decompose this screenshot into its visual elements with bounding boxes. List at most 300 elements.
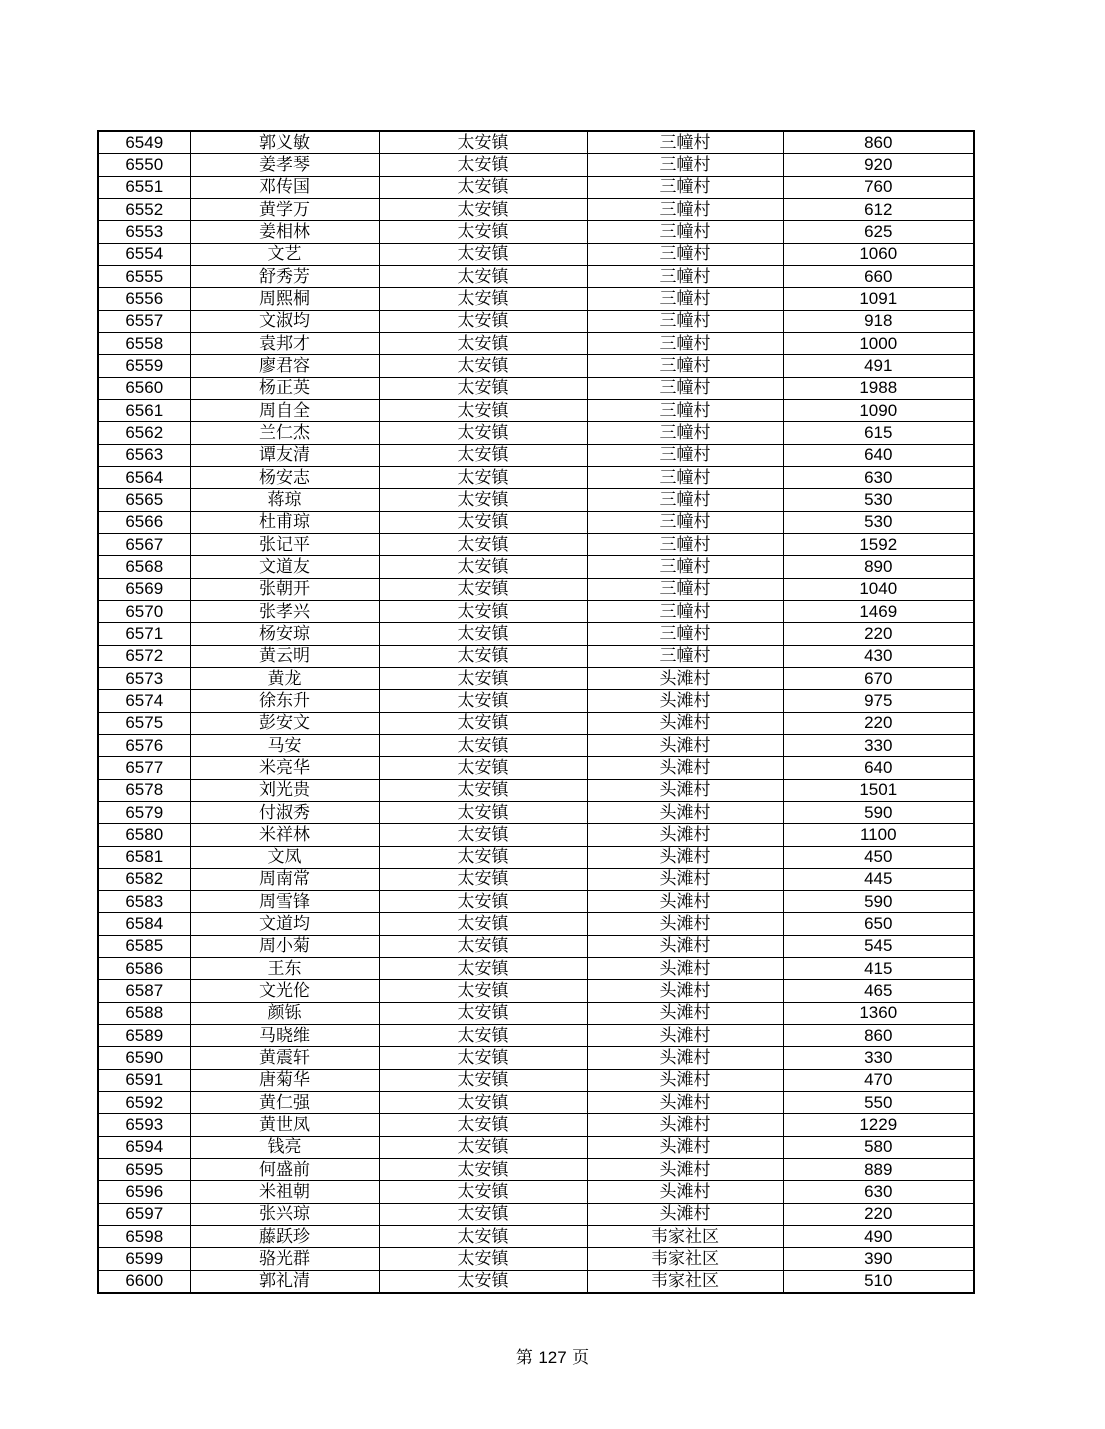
- table-row: [98, 1092, 974, 1114]
- cell-amount: 760: [783, 176, 974, 198]
- cell-amount: 630: [783, 1181, 974, 1203]
- cell-name: 颜铄: [190, 1002, 379, 1024]
- cell-village: 头滩村: [587, 1047, 783, 1069]
- cell-amount: 889: [783, 1159, 974, 1181]
- table-row: [98, 734, 974, 756]
- table-row: [98, 824, 974, 846]
- table-row: [98, 422, 974, 444]
- cell-town: 太安镇: [379, 712, 587, 734]
- cell-village: 头滩村: [587, 846, 783, 868]
- cell-name: 兰仁杰: [190, 422, 379, 444]
- cell-id: 6578: [98, 779, 190, 801]
- cell-name: 文道友: [190, 556, 379, 578]
- cell-id: 6598: [98, 1226, 190, 1248]
- cell-village: 头滩村: [587, 1069, 783, 1091]
- cell-village: 头滩村: [587, 690, 783, 712]
- cell-town: 太安镇: [379, 355, 587, 377]
- cell-id: 6595: [98, 1159, 190, 1181]
- cell-name: 杜甫琼: [190, 511, 379, 533]
- cell-amount: 220: [783, 712, 974, 734]
- cell-name: 郭礼清: [190, 1270, 379, 1293]
- table-row: [98, 1114, 974, 1136]
- cell-amount: 640: [783, 757, 974, 779]
- cell-amount: 390: [783, 1248, 974, 1270]
- cell-town: 太安镇: [379, 757, 587, 779]
- cell-amount: 590: [783, 801, 974, 823]
- cell-town: 太安镇: [379, 377, 587, 399]
- cell-amount: 430: [783, 645, 974, 667]
- cell-amount: 220: [783, 1203, 974, 1225]
- cell-amount: 860: [783, 1025, 974, 1047]
- cell-amount: 1000: [783, 332, 974, 354]
- cell-town: 太安镇: [379, 779, 587, 801]
- cell-id: 6583: [98, 891, 190, 913]
- cell-village: 三幢村: [587, 176, 783, 198]
- cell-town: 太安镇: [379, 556, 587, 578]
- cell-id: 6565: [98, 489, 190, 511]
- cell-village: 三幢村: [587, 310, 783, 332]
- cell-amount: 220: [783, 623, 974, 645]
- table-row: [98, 533, 974, 555]
- cell-town: 太安镇: [379, 1047, 587, 1069]
- table-row: [98, 600, 974, 622]
- cell-id: 6553: [98, 221, 190, 243]
- table-row: [98, 265, 974, 287]
- cell-id: 6587: [98, 980, 190, 1002]
- cell-name: 文凤: [190, 846, 379, 868]
- table-row: [98, 1136, 974, 1158]
- cell-name: 周熙桐: [190, 288, 379, 310]
- cell-id: 6590: [98, 1047, 190, 1069]
- cell-town: 太安镇: [379, 1270, 587, 1293]
- cell-town: 太安镇: [379, 154, 587, 176]
- cell-village: 三幢村: [587, 600, 783, 622]
- cell-town: 太安镇: [379, 265, 587, 287]
- cell-town: 太安镇: [379, 489, 587, 511]
- table-row: [98, 712, 974, 734]
- cell-village: 头滩村: [587, 1025, 783, 1047]
- cell-amount: 975: [783, 690, 974, 712]
- table-body: [98, 131, 974, 1293]
- cell-village: 三幢村: [587, 422, 783, 444]
- cell-town: 太安镇: [379, 332, 587, 354]
- cell-id: 6568: [98, 556, 190, 578]
- cell-town: 太安镇: [379, 511, 587, 533]
- cell-village: 头滩村: [587, 801, 783, 823]
- cell-name: 马晓维: [190, 1025, 379, 1047]
- cell-id: 6597: [98, 1203, 190, 1225]
- cell-village: 头滩村: [587, 891, 783, 913]
- cell-name: 文道均: [190, 913, 379, 935]
- cell-name: 骆光群: [190, 1248, 379, 1270]
- cell-id: 6579: [98, 801, 190, 823]
- cell-village: 韦家社区: [587, 1270, 783, 1293]
- cell-village: 头滩村: [587, 935, 783, 957]
- cell-amount: 1040: [783, 578, 974, 600]
- table-row: [98, 1002, 974, 1024]
- cell-town: 太安镇: [379, 198, 587, 220]
- cell-amount: 445: [783, 868, 974, 890]
- cell-village: 三幢村: [587, 131, 783, 154]
- cell-id: 6560: [98, 377, 190, 399]
- table-row: [98, 1248, 974, 1270]
- cell-town: 太安镇: [379, 980, 587, 1002]
- cell-amount: 670: [783, 667, 974, 689]
- table-row: [98, 779, 974, 801]
- cell-name: 黄震轩: [190, 1047, 379, 1069]
- cell-id: 6576: [98, 734, 190, 756]
- cell-name: 刘光贵: [190, 779, 379, 801]
- cell-name: 张兴琼: [190, 1203, 379, 1225]
- cell-village: 头滩村: [587, 734, 783, 756]
- cell-name: 周小菊: [190, 935, 379, 957]
- table-row: [98, 399, 974, 421]
- cell-village: 头滩村: [587, 958, 783, 980]
- table-row: [98, 935, 974, 957]
- table-row: [98, 131, 974, 154]
- table-row: [98, 198, 974, 220]
- cell-village: 三幢村: [587, 444, 783, 466]
- cell-id: 6551: [98, 176, 190, 198]
- cell-id: 6552: [98, 198, 190, 220]
- cell-village: 三幢村: [587, 221, 783, 243]
- cell-amount: 1469: [783, 600, 974, 622]
- cell-town: 太安镇: [379, 1025, 587, 1047]
- cell-id: 6591: [98, 1069, 190, 1091]
- cell-village: 韦家社区: [587, 1248, 783, 1270]
- cell-id: 6582: [98, 868, 190, 890]
- page-footer: [0, 1343, 1105, 1368]
- cell-name: 文艺: [190, 243, 379, 265]
- cell-village: 三幢村: [587, 623, 783, 645]
- cell-id: 6573: [98, 667, 190, 689]
- cell-town: 太安镇: [379, 801, 587, 823]
- cell-town: 太安镇: [379, 1159, 587, 1181]
- table-row: [98, 1069, 974, 1091]
- cell-village: 三幢村: [587, 332, 783, 354]
- table-row: [98, 332, 974, 354]
- table-row: [98, 846, 974, 868]
- cell-id: 6562: [98, 422, 190, 444]
- cell-amount: 650: [783, 913, 974, 935]
- cell-name: 舒秀芳: [190, 265, 379, 287]
- cell-name: 张孝兴: [190, 600, 379, 622]
- table-row: [98, 556, 974, 578]
- cell-name: 米祥林: [190, 824, 379, 846]
- cell-town: 太安镇: [379, 1092, 587, 1114]
- cell-amount: 330: [783, 734, 974, 756]
- cell-amount: 465: [783, 980, 974, 1002]
- cell-id: 6580: [98, 824, 190, 846]
- table-row: [98, 154, 974, 176]
- cell-village: 三幢村: [587, 645, 783, 667]
- cell-name: 黄世凤: [190, 1114, 379, 1136]
- cell-id: 6584: [98, 913, 190, 935]
- cell-name: 周雪锋: [190, 891, 379, 913]
- cell-name: 谭友清: [190, 444, 379, 466]
- cell-village: 韦家社区: [587, 1226, 783, 1248]
- table-row: [98, 466, 974, 488]
- cell-id: 6586: [98, 958, 190, 980]
- cell-name: 黄仁强: [190, 1092, 379, 1114]
- cell-amount: 590: [783, 891, 974, 913]
- table-row: [98, 1159, 974, 1181]
- cell-id: 6594: [98, 1136, 190, 1158]
- table-row: [98, 690, 974, 712]
- cell-village: 头滩村: [587, 779, 783, 801]
- cell-id: 6557: [98, 310, 190, 332]
- cell-id: 6555: [98, 265, 190, 287]
- cell-amount: 490: [783, 1226, 974, 1248]
- cell-town: 太安镇: [379, 1136, 587, 1158]
- cell-name: 张记平: [190, 533, 379, 555]
- table-row: [98, 1270, 974, 1293]
- cell-amount: 1090: [783, 399, 974, 421]
- cell-town: 太安镇: [379, 667, 587, 689]
- cell-name: 黄云明: [190, 645, 379, 667]
- cell-amount: 530: [783, 489, 974, 511]
- cell-village: 三幢村: [587, 154, 783, 176]
- cell-id: 6589: [98, 1025, 190, 1047]
- page-number: 127: [538, 1348, 567, 1367]
- cell-id: 6559: [98, 355, 190, 377]
- cell-id: 6550: [98, 154, 190, 176]
- table-row: [98, 1047, 974, 1069]
- cell-town: 太安镇: [379, 824, 587, 846]
- cell-amount: 630: [783, 466, 974, 488]
- cell-amount: 615: [783, 422, 974, 444]
- cell-town: 太安镇: [379, 578, 587, 600]
- cell-id: 6567: [98, 533, 190, 555]
- cell-amount: 550: [783, 1092, 974, 1114]
- cell-village: 头滩村: [587, 712, 783, 734]
- cell-village: 三幢村: [587, 578, 783, 600]
- cell-amount: 890: [783, 556, 974, 578]
- cell-amount: 530: [783, 511, 974, 533]
- cell-village: 头滩村: [587, 757, 783, 779]
- cell-name: 杨安琼: [190, 623, 379, 645]
- cell-name: 付淑秀: [190, 801, 379, 823]
- cell-village: 三幢村: [587, 511, 783, 533]
- cell-amount: 660: [783, 265, 974, 287]
- cell-name: 文淑均: [190, 310, 379, 332]
- table-row: [98, 1025, 974, 1047]
- table-row: [98, 355, 974, 377]
- table-row: [98, 511, 974, 533]
- cell-id: 6600: [98, 1270, 190, 1293]
- cell-id: 6561: [98, 399, 190, 421]
- cell-id: 6593: [98, 1114, 190, 1136]
- cell-amount: 415: [783, 958, 974, 980]
- cell-name: 袁邦才: [190, 332, 379, 354]
- table-row: [98, 980, 974, 1002]
- cell-village: 三幢村: [587, 377, 783, 399]
- table-row: [98, 377, 974, 399]
- cell-town: 太安镇: [379, 734, 587, 756]
- records-table: [97, 130, 975, 1294]
- cell-name: 张朝开: [190, 578, 379, 600]
- cell-name: 何盛前: [190, 1159, 379, 1181]
- cell-town: 太安镇: [379, 1203, 587, 1225]
- cell-village: 头滩村: [587, 1114, 783, 1136]
- cell-amount: 1592: [783, 533, 974, 555]
- cell-town: 太安镇: [379, 176, 587, 198]
- cell-town: 太安镇: [379, 1181, 587, 1203]
- table-row: [98, 310, 974, 332]
- cell-amount: 470: [783, 1069, 974, 1091]
- cell-name: 黄龙: [190, 667, 379, 689]
- cell-village: 三幢村: [587, 198, 783, 220]
- cell-town: 太安镇: [379, 533, 587, 555]
- cell-village: 头滩村: [587, 667, 783, 689]
- cell-amount: 1060: [783, 243, 974, 265]
- cell-village: 头滩村: [587, 868, 783, 890]
- cell-id: 6577: [98, 757, 190, 779]
- cell-name: 米亮华: [190, 757, 379, 779]
- cell-name: 彭安文: [190, 712, 379, 734]
- cell-town: 太安镇: [379, 958, 587, 980]
- cell-town: 太安镇: [379, 690, 587, 712]
- table-row: [98, 1181, 974, 1203]
- cell-village: 三幢村: [587, 288, 783, 310]
- cell-amount: 510: [783, 1270, 974, 1293]
- cell-name: 姜相林: [190, 221, 379, 243]
- cell-amount: 1229: [783, 1114, 974, 1136]
- cell-village: 三幢村: [587, 399, 783, 421]
- cell-name: 邓传国: [190, 176, 379, 198]
- table-row: [98, 288, 974, 310]
- cell-amount: 625: [783, 221, 974, 243]
- cell-amount: 640: [783, 444, 974, 466]
- cell-amount: 1501: [783, 779, 974, 801]
- cell-amount: 580: [783, 1136, 974, 1158]
- cell-id: 6556: [98, 288, 190, 310]
- cell-id: 6571: [98, 623, 190, 645]
- cell-town: 太安镇: [379, 131, 587, 154]
- page-footer-prefix: 第: [515, 1348, 533, 1368]
- cell-town: 太安镇: [379, 846, 587, 868]
- cell-village: 三幢村: [587, 466, 783, 488]
- cell-village: 三幢村: [587, 489, 783, 511]
- table-row: [98, 958, 974, 980]
- cell-village: 三幢村: [587, 265, 783, 287]
- cell-name: 姜孝琴: [190, 154, 379, 176]
- cell-village: 头滩村: [587, 1159, 783, 1181]
- cell-town: 太安镇: [379, 243, 587, 265]
- cell-town: 太安镇: [379, 913, 587, 935]
- table-row: [98, 623, 974, 645]
- cell-id: 6564: [98, 466, 190, 488]
- cell-id: 6554: [98, 243, 190, 265]
- cell-id: 6596: [98, 1181, 190, 1203]
- cell-town: 太安镇: [379, 399, 587, 421]
- cell-id: 6563: [98, 444, 190, 466]
- cell-town: 太安镇: [379, 466, 587, 488]
- cell-amount: 918: [783, 310, 974, 332]
- cell-id: 6592: [98, 1092, 190, 1114]
- cell-name: 黄学万: [190, 198, 379, 220]
- cell-name: 米祖朝: [190, 1181, 379, 1203]
- cell-id: 6574: [98, 690, 190, 712]
- cell-amount: 612: [783, 198, 974, 220]
- cell-town: 太安镇: [379, 1002, 587, 1024]
- cell-village: 头滩村: [587, 1181, 783, 1203]
- cell-name: 文光伦: [190, 980, 379, 1002]
- cell-village: 头滩村: [587, 1136, 783, 1158]
- cell-town: 太安镇: [379, 1248, 587, 1270]
- cell-town: 太安镇: [379, 288, 587, 310]
- cell-town: 太安镇: [379, 1226, 587, 1248]
- cell-id: 6588: [98, 1002, 190, 1024]
- cell-village: 头滩村: [587, 980, 783, 1002]
- cell-name: 徐东升: [190, 690, 379, 712]
- cell-village: 头滩村: [587, 1092, 783, 1114]
- cell-id: 6570: [98, 600, 190, 622]
- cell-village: 头滩村: [587, 1203, 783, 1225]
- cell-town: 太安镇: [379, 935, 587, 957]
- cell-name: 郭义敏: [190, 131, 379, 154]
- cell-name: 王东: [190, 958, 379, 980]
- cell-id: 6558: [98, 332, 190, 354]
- cell-name: 藤跃珍: [190, 1226, 379, 1248]
- cell-id: 6575: [98, 712, 190, 734]
- cell-amount: 545: [783, 935, 974, 957]
- cell-village: 头滩村: [587, 913, 783, 935]
- table-row: [98, 913, 974, 935]
- cell-name: 杨安志: [190, 466, 379, 488]
- cell-amount: 860: [783, 131, 974, 154]
- cell-village: 头滩村: [587, 1002, 783, 1024]
- table-row: [98, 667, 974, 689]
- cell-id: 6581: [98, 846, 190, 868]
- cell-amount: 1100: [783, 824, 974, 846]
- cell-village: 三幢村: [587, 556, 783, 578]
- page-footer-suffix: 页: [572, 1348, 590, 1368]
- table-row: [98, 243, 974, 265]
- table-row: [98, 444, 974, 466]
- table-row: [98, 489, 974, 511]
- cell-name: 蒋琼: [190, 489, 379, 511]
- cell-name: 周自全: [190, 399, 379, 421]
- cell-id: 6566: [98, 511, 190, 533]
- cell-village: 三幢村: [587, 243, 783, 265]
- cell-amount: 491: [783, 355, 974, 377]
- table-row: [98, 176, 974, 198]
- cell-id: 6585: [98, 935, 190, 957]
- cell-town: 太安镇: [379, 1114, 587, 1136]
- cell-name: 唐菊华: [190, 1069, 379, 1091]
- table-row: [98, 221, 974, 243]
- cell-name: 周南常: [190, 868, 379, 890]
- cell-name: 杨正英: [190, 377, 379, 399]
- cell-village: 头滩村: [587, 824, 783, 846]
- cell-amount: 450: [783, 846, 974, 868]
- cell-amount: 920: [783, 154, 974, 176]
- cell-id: 6549: [98, 131, 190, 154]
- table-row: [98, 1226, 974, 1248]
- table-row: [98, 801, 974, 823]
- cell-id: 6599: [98, 1248, 190, 1270]
- cell-town: 太安镇: [379, 868, 587, 890]
- table-row: [98, 578, 974, 600]
- cell-town: 太安镇: [379, 623, 587, 645]
- cell-town: 太安镇: [379, 645, 587, 667]
- table-row: [98, 757, 974, 779]
- cell-amount: 330: [783, 1047, 974, 1069]
- cell-town: 太安镇: [379, 310, 587, 332]
- table-row: [98, 645, 974, 667]
- cell-id: 6572: [98, 645, 190, 667]
